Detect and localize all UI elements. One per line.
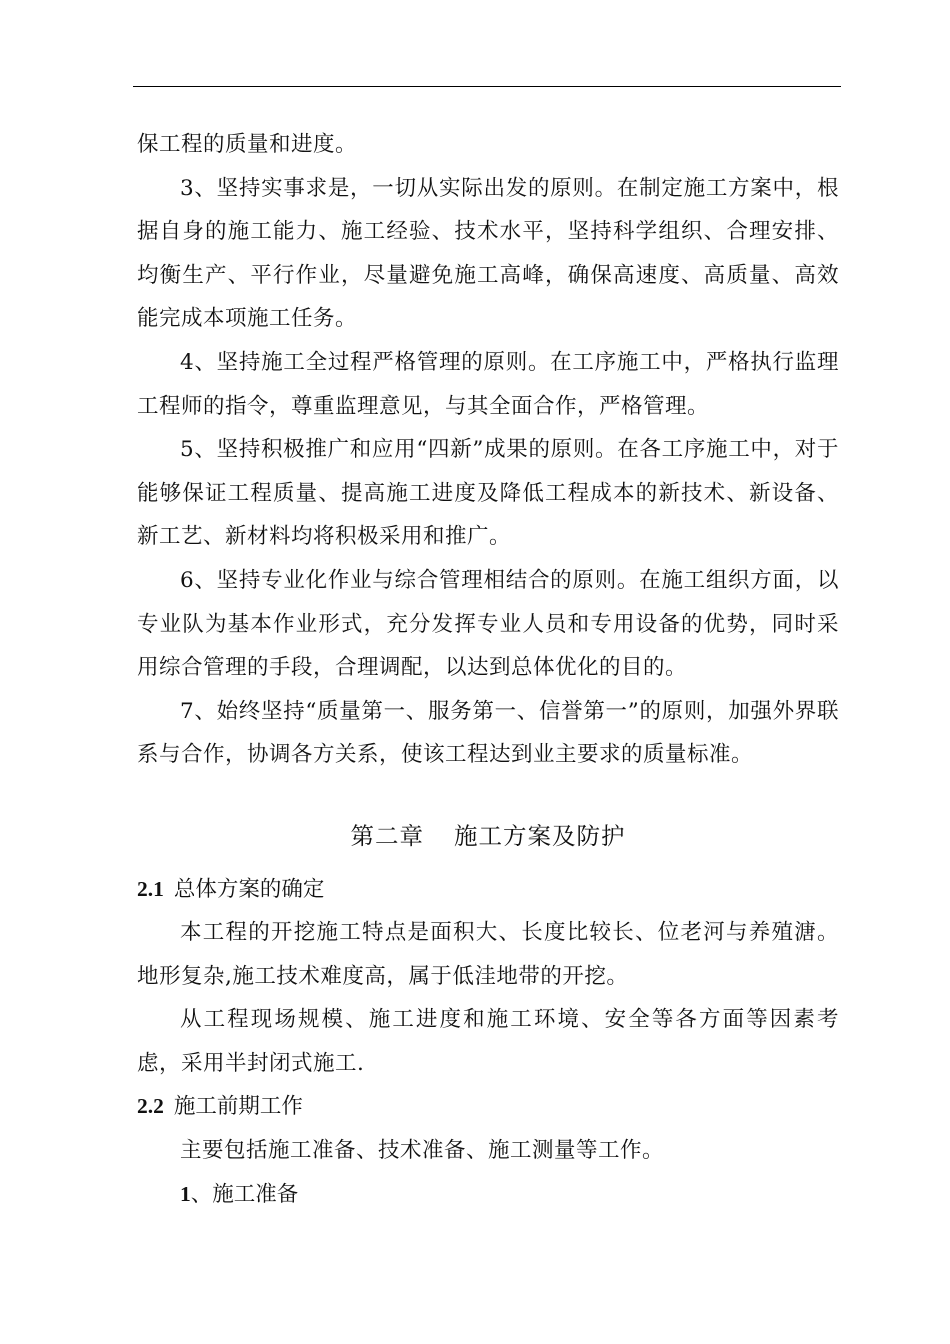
chapter-title (137, 815, 839, 859)
subsection-title: 、施工准备 (190, 1181, 299, 1207)
chapter-number: 第二章 (350, 821, 424, 850)
paragraph-principle-7: 7、始终坚持“质量第一、服务第一、信誉第一”的原则，加强外界联系与合作，协调各方关系，使该工程达到业主要求的质量标准。 (137, 698, 839, 768)
header-rule (133, 86, 841, 87)
section-title: 施工前期工作 (173, 1094, 303, 1120)
section-number: 2.2 (137, 1094, 164, 1119)
section-number: 2.1 (137, 876, 164, 901)
paragraph-principle-5: 5、坚持积极推广和应用“四新”成果的原则。在各工序施工中，对于能够保证工程质量、提高施工进度及降低工程成本的新技术、新设备、新工艺、新材料均将积极采用和推广。 (137, 437, 839, 550)
paragraph: 从工程现场规模、施工进度和施工环境、安全等各方面等因素考虑，采用半封闭式施工. (137, 1007, 839, 1076)
section-title: 总体方案的确定 (173, 876, 325, 902)
paragraph-principle-6: 6、坚持专业化作业与综合管理相结合的原则。在施工组织方面，以专业队为基本作业形式，充分发挥专业人员和专用设备的优势，同时采用综合管理的手段，合理调配，以达到总体优化的目的。 (137, 567, 839, 681)
paragraph: 主要包括施工准备、技术准备、施工测量等工作。 (180, 1138, 665, 1164)
paragraph-principle-3: 3、坚持实事求是，一切从实际出发的原则。在制定施工方案中，根据自身的施工能力、施工经验、技术水平，坚持科学组织、合理安排、均衡生产、平行作业，尽量避免施工高峰，确保高速度、高质量、高效能完成本项施工任务。 (137, 175, 839, 332)
paragraph: 保工程的质量和进度。 (137, 132, 358, 157)
section-heading-2-1 (137, 868, 839, 912)
paragraph: 本工程的开挖施工特点是面积大、长度比较长、位老河与养殖溏。地形复杂,施工技术难度高，属于低洼地带的开挖。 (137, 920, 839, 989)
document-body (137, 123, 839, 1216)
subsection-heading (137, 1173, 839, 1217)
chapter-name: 施工方案及防护 (454, 821, 626, 850)
paragraph-principle-4: 4、坚持施工全过程严格管理的原则。在工序施工中，严格执行监理工程师的指令，尊重监理意见，与其全面合作，严格管理。 (137, 349, 839, 419)
subsection-number: 1 (180, 1181, 191, 1206)
section-heading-2-2 (137, 1085, 839, 1129)
